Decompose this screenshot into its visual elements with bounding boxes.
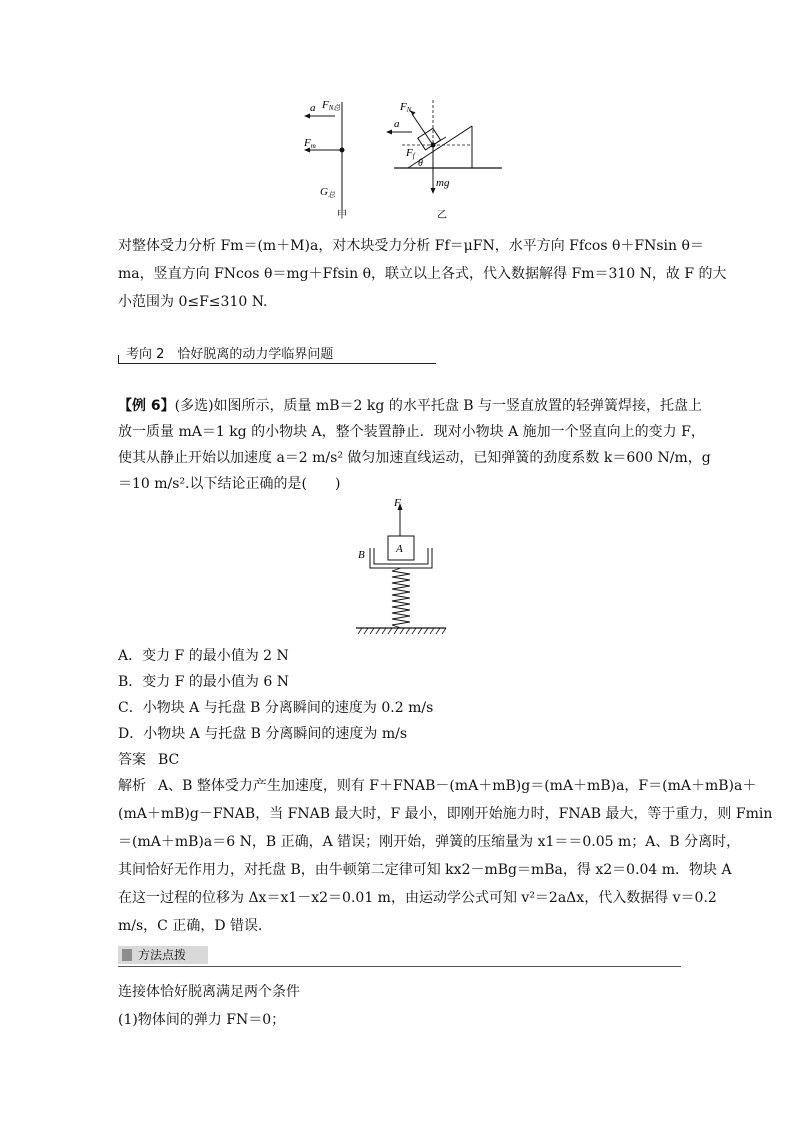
solution-line-1: 对整体受力分析 Fm＝(m＋M)a，对木块受力分析 Ff＝μFN，水平方向 Ffcos θ＋FNsin θ＝ [118, 238, 704, 254]
example-tag: 【例 6】 [118, 398, 175, 414]
jia-caption: 甲 [337, 210, 347, 221]
solution-line-3: 小范围为 0≤F≤310 N. [118, 294, 268, 310]
yi-label-a: a [394, 118, 400, 130]
yi-caption: 乙 [437, 210, 447, 221]
example-line-2: 放一质量 mA＝1 kg 的小物块 A，整个装置静止．现对小物块 A 施加一个竖直向上的变力 F， [118, 424, 705, 440]
example-line-3: 使其从静止开始以加速度 a＝2 m/s² 做匀加速直线运动，已知弹簧的劲度系数 k＝600 N/m，g [118, 450, 711, 466]
analysis-line-2: (mA＋mB)g－FNAB，当 FNAB 最大时，F 最小，即刚开始施力时，FNAB 最大，等于重力，则 Fmin [118, 806, 773, 822]
spring-label-b: B [358, 549, 365, 561]
analysis-line-6: m/s，C 正确，D 错误． [118, 918, 273, 934]
figure-jia [290, 92, 370, 222]
figure-spring [352, 496, 452, 638]
analysis-line-1 [118, 776, 756, 796]
option-c: C．小物块 A 与托盘 B 分离瞬间的速度为 0.2 m/s [118, 700, 434, 716]
section-title: 考向 2 恰好脱离的动力学临界问题 [126, 347, 334, 362]
jia-label-a: a [310, 102, 316, 114]
analysis-line-3: ＝(mA＋mB)a＝6 N，B 正确，A 错误；刚开始，弹簧的压缩量为 x1＝＝0.05 m；A、B 分离时， [118, 834, 741, 850]
example-line-1 [118, 396, 702, 416]
analysis-line-4: 其间恰好无作用力，对托盘 B，由牛顿第二定律可知 kx2－mBg＝mBa，得 x2＝0.04 m．物块 A [118, 862, 732, 878]
method-tag: 方法点拨 [118, 946, 208, 964]
answer-line [118, 750, 179, 770]
analysis-label: 解析 [118, 778, 146, 794]
answer-value: BC [158, 752, 180, 768]
section-underline [118, 363, 436, 364]
option-a: A．变力 F 的最小值为 2 N [118, 648, 289, 664]
section-heading [118, 341, 436, 363]
jia-label-fm: Fm [304, 137, 316, 150]
method-rule [118, 966, 681, 967]
spring-label-f: F [394, 497, 401, 509]
jia-label-g: G总 [320, 186, 335, 199]
example-line-4: ＝10 m/s².以下结论正确的是( ) [118, 476, 341, 492]
option-d: D．小物块 A 与托盘 B 分离瞬间的速度为 m/s [118, 726, 408, 742]
option-b: B．变力 F 的最小值为 6 N [118, 674, 289, 690]
spring-label-a: A [396, 543, 403, 555]
yi-label-mg: mg [436, 177, 450, 189]
yi-label-ff: Ff [406, 147, 415, 160]
yi-label-fn: FN [400, 101, 412, 114]
method-line-1: 连接体恰好脱离满足两个条件 [118, 984, 300, 1000]
example-text-1: (多选)如图所示，质量 mB＝2 kg 的水平托盘 B 与一竖直放置的轻弹簧焊接，托盘上 [174, 398, 703, 414]
section-tick [118, 355, 119, 363]
solution-line-2: ma，竖直方向 FNcos θ＝mg＋Ffsin θ，联立以上各式，代入数据解得 Fm＝310 N，故 F 的大 [118, 266, 727, 282]
jia-label-fn: FN总 [322, 99, 341, 112]
figure-yi [372, 92, 512, 222]
yi-label-theta: θ [418, 158, 423, 169]
answer-label: 答案 [118, 752, 146, 768]
analysis-line-5: 在这一过程的位移为 Δx＝x1－x2＝0.01 m，由运动学公式可知 v²＝2aΔx，代入数据得 v＝0.2 [118, 890, 717, 906]
method-heading [118, 946, 681, 968]
method-line-2: (1)物体间的弹力 FN＝0； [118, 1012, 286, 1028]
analysis-text-1: A、B 整体受力产生加速度，则有 F＋FNAB－(mA＋mB)g＝(mA＋mB)a，F＝(mA＋mB)a＋ [158, 778, 757, 794]
